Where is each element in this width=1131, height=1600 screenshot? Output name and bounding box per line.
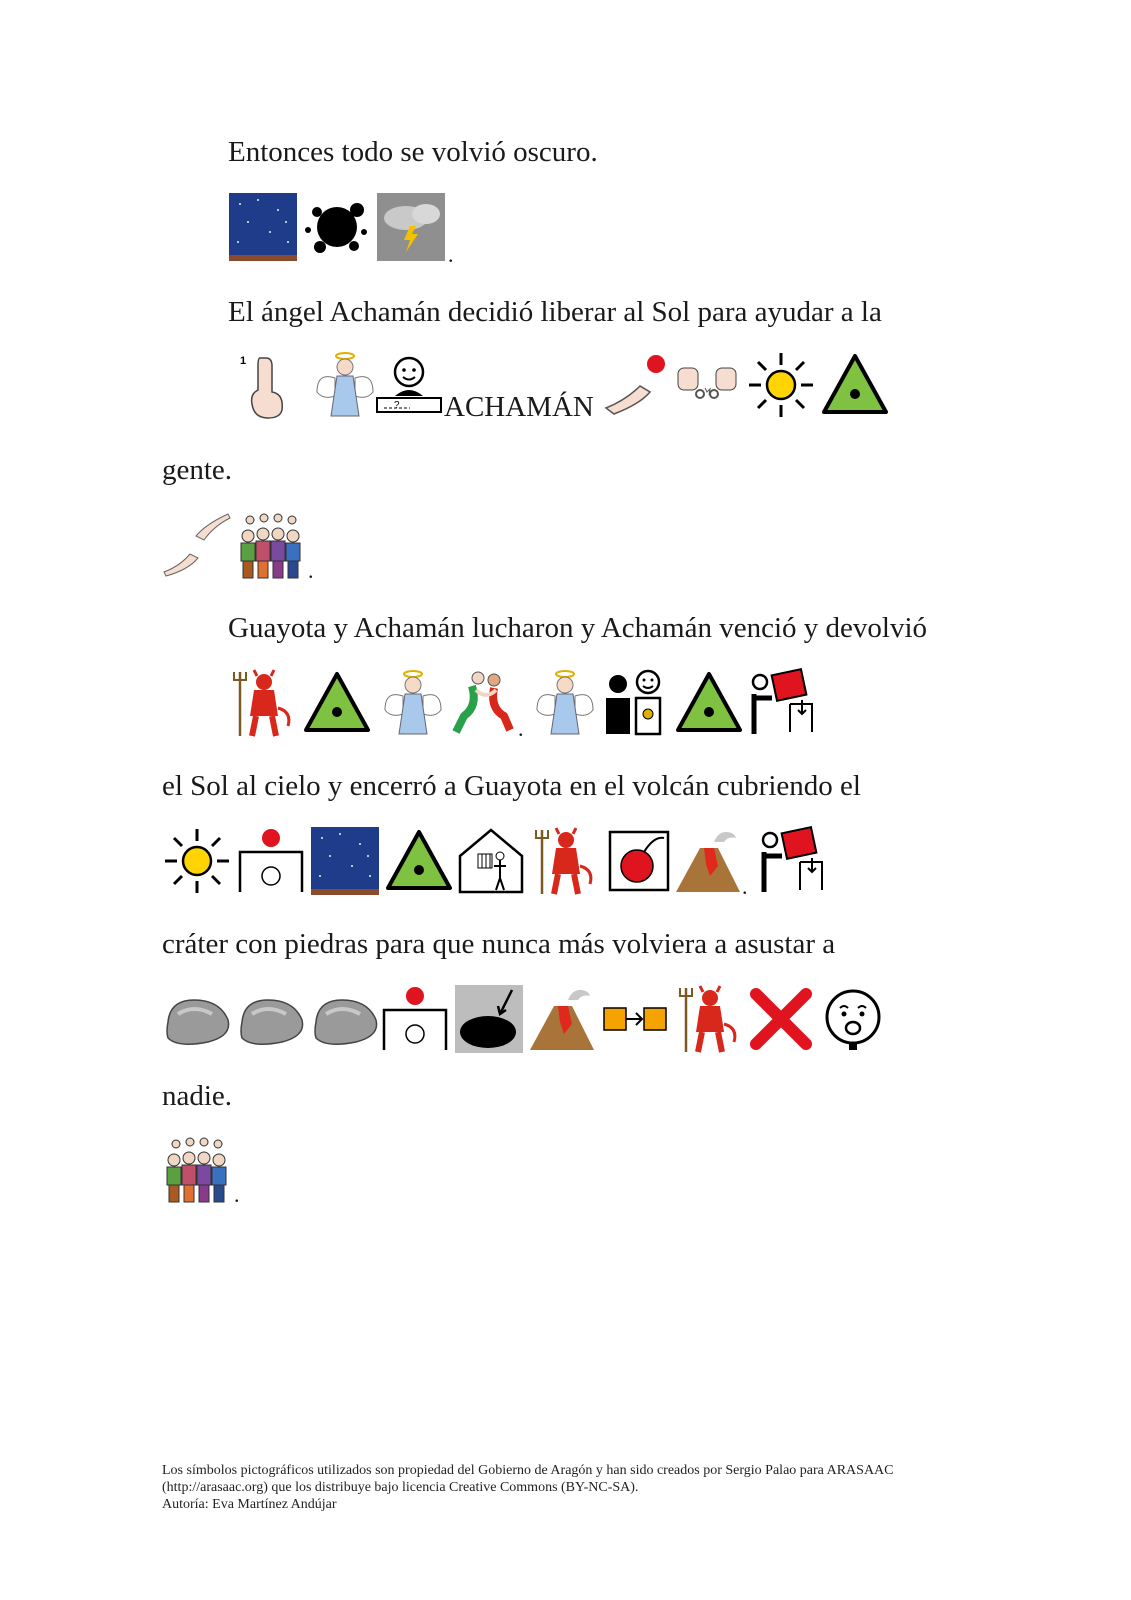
text-line: gente. xyxy=(162,454,233,486)
scared-face-icon xyxy=(818,984,888,1054)
text-line: cráter con piedras para que nunca más volviera a asustar a xyxy=(162,928,836,960)
ink-stain-icon xyxy=(302,192,372,262)
devil-icon xyxy=(674,984,744,1054)
pictogram-row xyxy=(228,192,468,267)
devil-icon xyxy=(530,826,600,896)
text-line: el Sol al cielo y encerró a Guayota en el volcán cubriendo el xyxy=(162,770,861,802)
green-triangle-icon xyxy=(302,668,372,738)
wrestling-icon xyxy=(450,668,520,738)
pictogram-row xyxy=(228,350,908,422)
credits-footer xyxy=(162,1462,894,1513)
text-line: Entonces todo se volvió oscuro. xyxy=(228,136,598,168)
footer-line: Los símbolos pictográficos utilizados son propiedad del Gobierno de Aragón y han sido creados por Sergio Palao para ARASAAC xyxy=(162,1463,894,1478)
text-line: nadie. xyxy=(162,1080,233,1112)
return-box-icon xyxy=(746,668,816,738)
pictogram-row xyxy=(228,668,828,740)
pictogram-row xyxy=(162,984,902,1056)
green-triangle-icon xyxy=(674,668,744,738)
volcano-icon xyxy=(528,984,598,1054)
night-sky-icon xyxy=(310,826,380,896)
helping-hands-icon xyxy=(162,510,232,580)
people-group-icon xyxy=(162,1134,232,1204)
broken-chain-icon xyxy=(672,350,742,420)
volcano-icon xyxy=(674,826,744,896)
arrow-link-icon xyxy=(600,984,670,1054)
one-finger-icon xyxy=(236,350,306,420)
text-line: El ángel Achamán decidió liberar al Sol para ayudar a la xyxy=(228,296,882,328)
jail-house-icon xyxy=(456,826,526,896)
crater-hole-icon xyxy=(454,984,524,1054)
night-sky-icon xyxy=(228,192,298,262)
red-bomb-icon xyxy=(604,826,674,896)
win-icon xyxy=(600,668,670,738)
angel-icon xyxy=(530,668,600,738)
hand-red-dot-icon xyxy=(602,350,672,420)
period: . xyxy=(448,242,454,267)
sun-icon xyxy=(746,350,816,420)
period: . xyxy=(308,558,314,583)
devil-icon xyxy=(228,668,298,738)
period: . xyxy=(518,716,524,741)
rock-icon xyxy=(236,984,306,1054)
period: . xyxy=(234,1182,240,1207)
storm-cloud-icon xyxy=(376,192,446,262)
green-triangle-icon xyxy=(384,826,454,896)
person-red-ball-icon xyxy=(380,984,450,1054)
pictogram-row xyxy=(162,826,842,898)
person-red-ball-icon xyxy=(236,826,306,896)
text-line: Guayota y Achamán lucharon y Achamán venció y devolvió xyxy=(228,612,928,644)
period: . xyxy=(742,874,748,899)
name-label: ACHAMÁN xyxy=(444,391,594,423)
pictogram-row xyxy=(162,510,322,582)
sun-icon xyxy=(162,826,232,896)
rock-icon xyxy=(310,984,380,1054)
rock-icon xyxy=(162,984,232,1054)
footer-line: (http://arasaac.org) que los distribuye bajo licencia Creative Commons (BY-NC-SA). xyxy=(162,1480,639,1495)
name-person-icon xyxy=(374,350,444,420)
red-x-icon xyxy=(746,984,816,1054)
people-group-icon xyxy=(236,510,306,580)
angel-icon xyxy=(378,668,448,738)
pictogram-row xyxy=(162,1134,262,1206)
return-box-icon xyxy=(756,826,826,896)
green-triangle-icon xyxy=(820,350,890,420)
footer-line: Autoría: Eva Martínez Andújar xyxy=(162,1497,337,1512)
angel-icon xyxy=(310,350,380,420)
